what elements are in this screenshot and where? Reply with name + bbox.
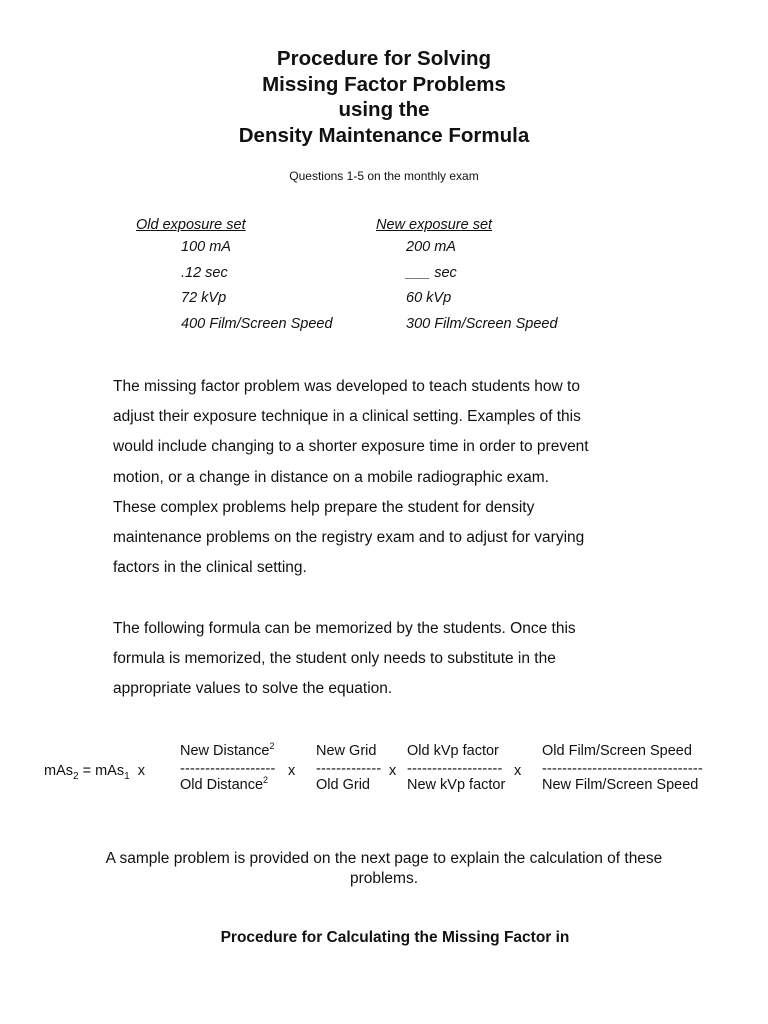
formula-paragraph	[113, 614, 673, 705]
title-line: Density Maintenance Formula	[238, 123, 530, 147]
procedure-heading: Procedure for Calculating the Missing Factor in	[220, 929, 570, 946]
fraction-denominator: Old Grid	[316, 777, 370, 793]
fraction-bar: -------------------	[180, 761, 276, 777]
paragraph-line: formula is memorized, the student only needs to substitute in the	[113, 650, 556, 668]
denominator-text: Old Distance	[180, 777, 264, 793]
mas-subscript: 2	[73, 770, 79, 782]
old-exposure-set	[136, 216, 333, 337]
new-exposure-value: 60 kVp	[406, 290, 452, 306]
old-exposure-header: Old exposure set	[136, 217, 246, 233]
old-exposure-value: 100 mA	[181, 239, 231, 255]
mas-label: mAs	[95, 763, 125, 779]
mas-subscript: 1	[124, 770, 130, 782]
new-exposure-set	[376, 216, 558, 337]
formula-lhs	[44, 763, 145, 785]
title-line: Procedure for Solving	[276, 47, 492, 70]
new-exposure-value: 300 Film/Screen Speed	[406, 315, 558, 332]
title-line: Missing Factor Problems	[262, 72, 506, 96]
new-exposure-value: ___ sec	[406, 264, 457, 281]
paragraph-line: adjust their exposure technique in a clinical setting. Examples of this	[113, 408, 581, 426]
document-subtitle: Questions 1-5 on the monthly exam	[289, 169, 479, 183]
fraction-numerator	[180, 743, 274, 759]
times-sign: x	[137, 763, 145, 779]
paragraph-line: The following formula can be memorized by the students. Once this	[113, 620, 576, 637]
note-line: A sample problem is provided on the next page to explain the calculation of these	[105, 850, 663, 867]
old-exposure-value: 72 kVp	[181, 290, 227, 306]
old-exposure-value: 400 Film/Screen Speed	[181, 315, 333, 332]
sample-problem-note	[48, 849, 720, 888]
title-line: using the	[338, 98, 430, 121]
numerator-exponent: 2	[269, 741, 275, 751]
equals-sign: =	[78, 763, 96, 779]
numerator-text: New Distance	[180, 743, 270, 759]
times-sign: x	[514, 763, 522, 779]
fraction-denominator	[180, 777, 268, 793]
fraction-bar: -------------	[316, 761, 382, 777]
fraction-numerator: Old Film/Screen Speed	[542, 743, 692, 759]
mas-label: mAs	[44, 763, 73, 779]
intro-paragraph	[113, 372, 673, 583]
fraction-bar: -------------------	[407, 761, 503, 777]
fraction-bar: --------------------------------	[542, 761, 703, 777]
new-exposure-header: New exposure set	[376, 217, 493, 233]
fraction-numerator: Old kVp factor	[407, 743, 499, 759]
times-sign: x	[288, 763, 296, 779]
fraction-denominator: New Film/Screen Speed	[542, 777, 699, 793]
old-exposure-value: .12 sec	[181, 264, 228, 281]
fraction-denominator: New kVp factor	[407, 777, 506, 793]
new-exposure-value: 200 mA	[406, 239, 456, 255]
paragraph-line: motion, or a change in distance on a mobile radiographic exam.	[113, 468, 549, 486]
note-line: problems.	[349, 869, 419, 887]
paragraph-line: The missing factor problem was developed to teach students how to	[113, 378, 580, 395]
denominator-exponent: 2	[263, 775, 269, 785]
fraction-numerator: New Grid	[316, 743, 377, 759]
paragraph-line: would include changing to a shorter exposure time in order to prevent	[113, 438, 589, 456]
paragraph-line: maintenance problems on the registry exam and to adjust for varying	[113, 529, 585, 547]
paragraph-line: factors in the clinical setting.	[113, 559, 307, 577]
paragraph-line: appropriate values to solve the equation.	[113, 680, 393, 698]
document-title	[0, 46, 768, 148]
paragraph-line: These complex problems help prepare the student for density	[113, 498, 535, 516]
times-sign: x	[389, 763, 397, 779]
